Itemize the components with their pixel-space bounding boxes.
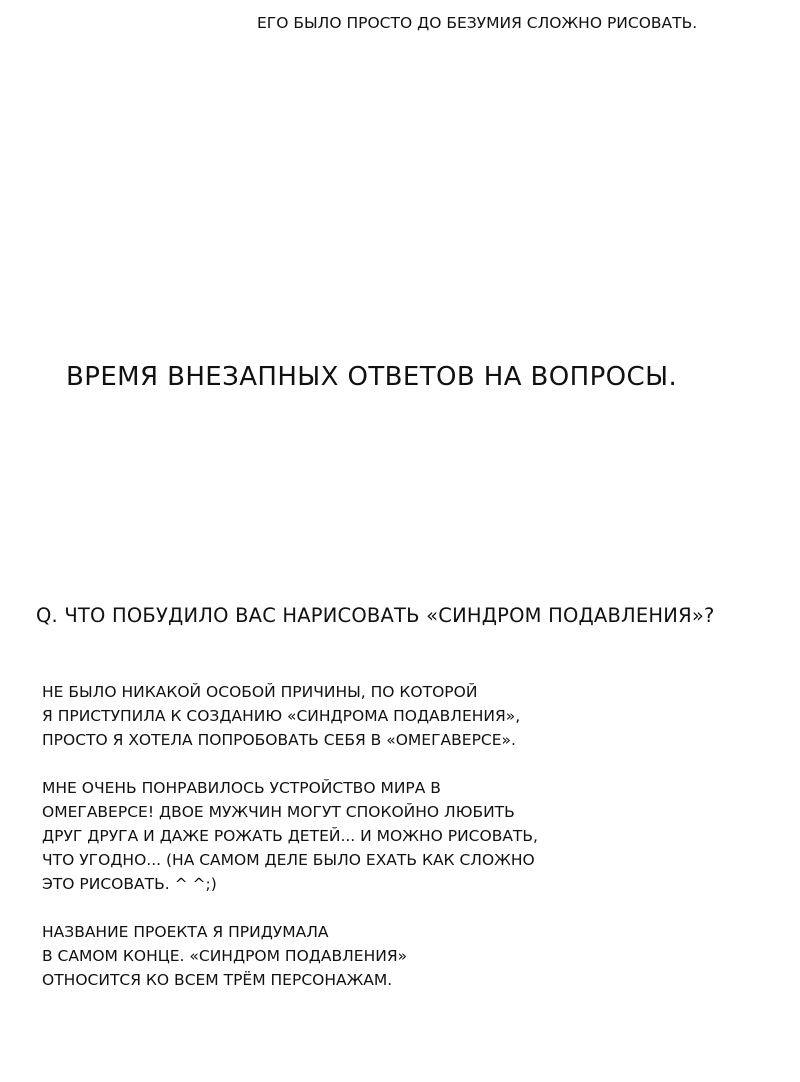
answer-line: НАЗВАНИЕ ПРОЕКТА Я ПРИДУМАЛА xyxy=(42,923,329,941)
answer-paragraph-1 xyxy=(42,680,520,752)
question-heading: Q. ЧТО ПОБУДИЛО ВАС НАРИСОВАТЬ «СИНДРОМ ПОДАВЛЕНИЯ»? xyxy=(36,604,715,627)
answer-line: ЧТО УГОДНО... (НА САМОМ ДЕЛЕ БЫЛО ЕХАТЬ КАК СЛОЖНО xyxy=(42,851,535,869)
top-caption: ЕГО БЫЛО ПРОСТО ДО БЕЗУМИЯ СЛОЖНО РИСОВАТЬ. xyxy=(257,14,698,32)
answer-line: ОТНОСИТСЯ КО ВСЕМ ТРЁМ ПЕРСОНАЖАМ. xyxy=(42,971,393,989)
section-title: ВРЕМЯ ВНЕЗАПНЫХ ОТВЕТОВ НА ВОПРОСЫ. xyxy=(66,362,678,392)
answer-line: ОМЕГАВЕРСЕ! ДВОЕ МУЖЧИН МОГУТ СПОКОЙНО ЛЮБИТЬ xyxy=(42,803,515,821)
answer-line: ДРУГ ДРУГА И ДАЖЕ РОЖАТЬ ДЕТЕЙ... И МОЖНО РИСОВАТЬ, xyxy=(42,827,538,845)
answer-line: НЕ БЫЛО НИКАКОЙ ОСОБОЙ ПРИЧИНЫ, ПО КОТОРОЙ xyxy=(42,683,478,701)
answer-paragraph-2 xyxy=(42,776,538,896)
answer-line: ПРОСТО Я ХОТЕЛА ПОПРОБОВАТЬ СЕБЯ В «ОМЕГАВЕРСЕ». xyxy=(42,731,516,749)
answer-line: ЭТО РИСОВАТЬ. ^ ^;) xyxy=(42,875,217,893)
answer-line: В САМОМ КОНЦЕ. «СИНДРОМ ПОДАВЛЕНИЯ» xyxy=(42,947,408,965)
answer-paragraph-3 xyxy=(42,920,407,992)
answer-line: МНЕ ОЧЕНЬ ПОНРАВИЛОСЬ УСТРОЙСТВО МИРА В xyxy=(42,779,441,797)
answer-line: Я ПРИСТУПИЛА К СОЗДАНИЮ «СИНДРОМА ПОДАВЛЕНИЯ», xyxy=(42,707,521,725)
